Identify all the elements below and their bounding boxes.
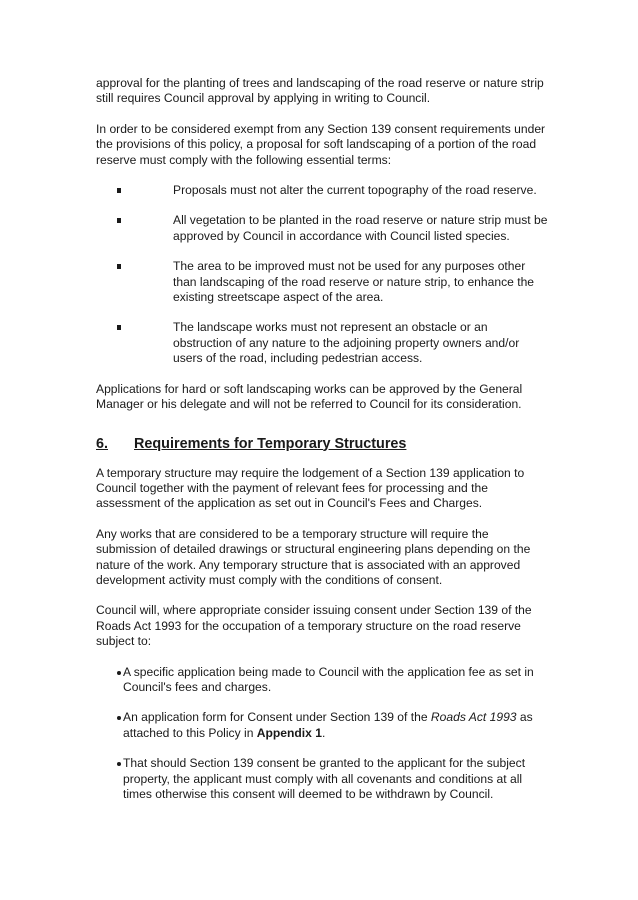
intro-paragraph: approval for the planting of trees and landscaping of the road reserve or nature strip still requires Council approval by applying in writing to Council.: [96, 76, 544, 106]
list-item-text: A specific application being made to Council with the application fee as set in Council's fees and charges.: [123, 664, 534, 694]
list-item-text: The area to be improved must not be used for any purposes other than landscaping of the road reserve or nature strip, to enhance the existing streetscape aspect of the area.: [173, 259, 535, 305]
list-item-text: That should Section 139 consent be granted to the applicant for the subject property, the applicant must comply with all covenants and conditions at all times otherwise this consent will deemed to be withdrawn by Council.: [123, 756, 526, 801]
square-bullet-icon: [117, 264, 121, 269]
section-title: Requirements for Temporary Structures: [134, 435, 407, 452]
square-bullet-icon: [117, 218, 121, 223]
conditions-list: [96, 665, 548, 803]
list-item-text: The landscape works must not represent an obstacle or an obstruction of any nature to the adjoining property owners and/or users of the road, including pedestrian access.: [173, 320, 520, 366]
document-page: [96, 76, 548, 817]
list-item-text: [123, 710, 533, 739]
section-heading: [96, 435, 548, 453]
exempt-paragraph: In order to be considered exempt from any Section 139 consent requirements under the provisions of this policy, a proposal for soft landscaping of a portion of the road reserve must comply with the following essential terms:: [96, 121, 546, 167]
essential-terms-list: [96, 183, 548, 367]
square-bullet-icon: [117, 188, 121, 193]
act-name-italic: Roads Act 1993: [430, 710, 517, 725]
round-bullet-icon: [117, 671, 121, 675]
list-item-text: All vegetation to be planted in the road reserve or nature strip must be approved by Council in accordance with Council listed species.: [173, 213, 548, 243]
list-item-text-part: An application form for Consent under Section 139 of the: [123, 710, 431, 725]
temporary-structure-paragraph-1: A temporary structure may require the lodgement of a Section 139 application to Council together with the payment of relevant fees for processing and the assessment of the application as set out in Council's Fees and Charges.: [96, 465, 525, 511]
list-item-text-part: .: [321, 725, 326, 740]
list-item: [96, 320, 548, 366]
list-item: [96, 665, 548, 696]
applications-paragraph: Applications for hard or soft landscaping works can be approved by the General Manager or his delegate and will not be referred to Council for its consideration.: [96, 381, 523, 412]
temporary-structure-paragraph-3: Council will, where appropriate consider issuing consent under Section 139 of the Roads Act 1993 for the occupation of a temporary structure on the road reserve subject to:: [96, 603, 532, 649]
list-item: [96, 756, 548, 802]
list-item: [96, 710, 548, 741]
list-item: [96, 183, 548, 198]
temporary-structure-paragraph-2: Any works that are considered to be a temporary structure will require the submission of detailed drawings or structural engineering plans depending on the nature of the work. Any temporary structure that is associated with an approved development activity must comply with the conditions of consent.: [96, 526, 531, 587]
square-bullet-icon: [117, 325, 121, 330]
list-item-text: Proposals must not alter the current topography of the road reserve.: [173, 183, 537, 198]
list-item: [96, 259, 548, 305]
list-item: [96, 213, 548, 244]
appendix-reference: Appendix 1: [256, 725, 322, 740]
section-number: 6.: [96, 435, 109, 452]
round-bullet-icon: [117, 762, 121, 766]
list-item-text-part: as attached to this Policy in: [123, 710, 533, 740]
round-bullet-icon: [117, 716, 121, 720]
